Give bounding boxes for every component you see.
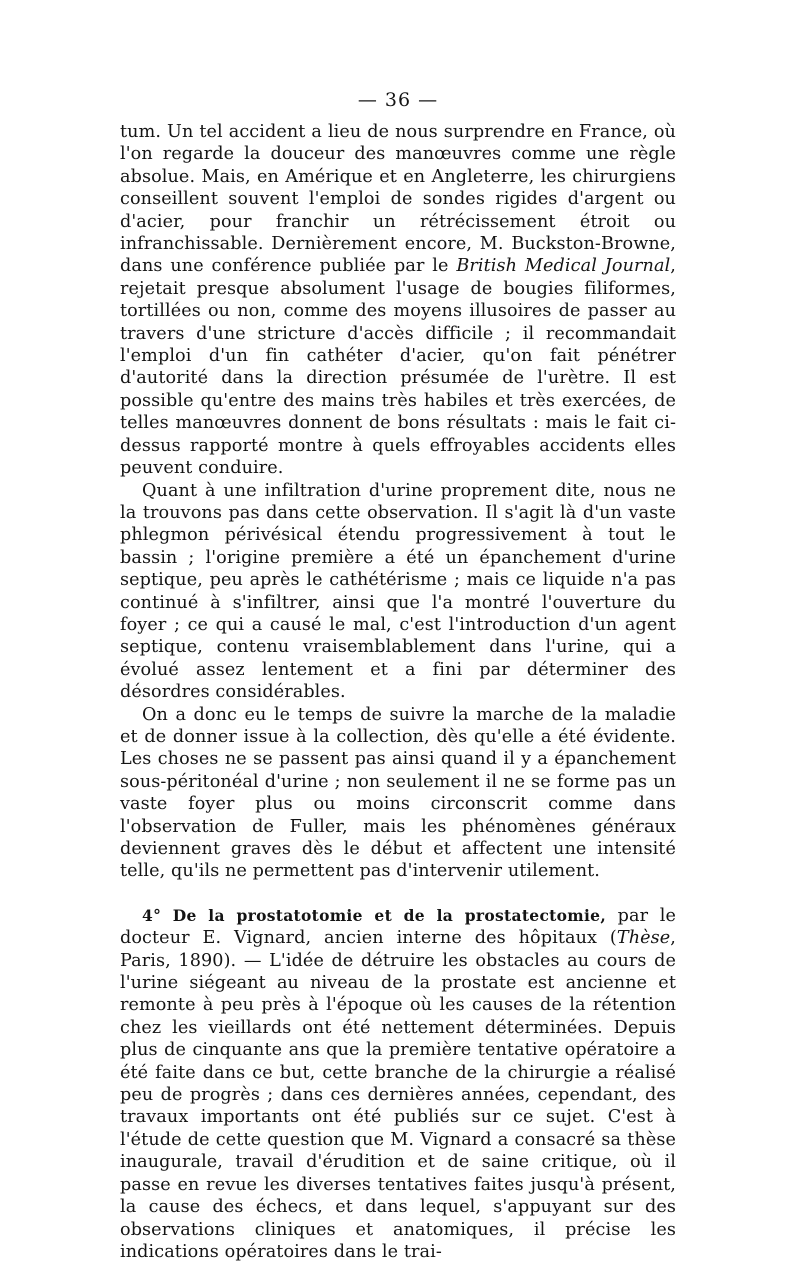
these-label: Thèse xyxy=(616,928,671,949)
paragraph-continuation xyxy=(120,121,676,480)
section-heading: 4° De la prostatotomie et de la prostatectomie, xyxy=(142,905,607,925)
section-body: , Paris, 1890). — L'idée de détruire les obstacles au cours de l'urine siégeant au niveau de la prostate est ancienne et remonte à peu près à l'époque où les causes de la rétention chez les vieillards ont été nettement déterminées. Depuis plus de cinquante ans que la première tentative opératoire a été faite dans ce but, cette branche de la chirurgie a réalisé peu de progrès ; dans ces dernières années, cependant, des travaux importants ont été publiés sur ce sujet. C'est à l'étude de cette question que M. Vignard a consacré sa thèse inaugurale, travail d'érudition et de saine critique, où il passe en revue les diverses tentatives faites jusqu'à présent, la cause des échecs, et dans lequel, s'appuyant sur des observations cliniques et anatomiques, il précise les indications opératoires dans le trai- xyxy=(120,928,676,1262)
section-intro: par le docteur E. Vignard, ancien interne des hôpitaux ( xyxy=(120,905,676,949)
paragraph-text: , rejetait presque absolument l'usage de bougies filiformes, tortillées ou non, comme des moyens illusoires de passer au travers d'une stricture d'accès difficile ; il recommandait l'emploi d'un fin cathéter d'acier, qu'on fait pénétrer d'autorité dans la direction présumée de l'urètre. Il est possible qu'entre des mains très habiles et très exercées, de telles manœuvres donnent de bons résultats : mais le fait ci-dessus rapporté montre à quels effroyables accidents elles peuvent conduire. xyxy=(120,256,676,479)
paragraph-marche: On a donc eu le temps de suivre la marche de la maladie et de donner issue à la collection, dès qu'elle a été évidente. Les choses ne se passent pas ainsi quand il y a épanchement sous-péritonéal d'urine ; non seulement il ne se forme pas un vaste foyer plus ou moins circonscrit comme dans l'observation de Fuller, mais les phénomènes généraux deviennent graves dès le début et affectent une intensité telle, qu'ils ne permettent pas d'intervenir utilement. xyxy=(120,704,676,882)
paragraph-infiltration: Quant à une infiltration d'urine proprement dite, nous ne la trouvons pas dans cette observation. Il s'agit là d'un vaste phlegmon périvésical étendu progressivement à tout le bassin ; l'origine première a été un épanchement d'urine septique, peu après le cathétérisme ; mais ce liquide n'a pas continué à s'infiltrer, ainsi que l'a montré l'ouverture du foyer ; ce qui a causé le mal, c'est l'introduction d'un agent septique, contenu vraisemblablement dans l'urine, qui a évolué assez lentement et a fini par déterminer des désordres considérables. xyxy=(120,480,676,703)
paragraph-text: tum. Un tel accident a lieu de nous surprendre en France, où l'on regarde la douceur des manœuvres comme une règle absolue. Mais, en Amérique et en Angleterre, les chirurgiens conseillent souvent l'emploi de sondes rigides d'argent ou d'acier, pour franchir un rétrécissement étroit ou infranchissable. Dernièrement encore, M. Buckston-Browne, dans une conférence publiée par le xyxy=(120,122,676,277)
book-page xyxy=(120,88,676,1263)
section-spacer xyxy=(120,883,676,905)
section-prostatotomie xyxy=(120,905,676,1263)
journal-title: British Medical Journal xyxy=(456,256,671,277)
page-number: — 36 — xyxy=(357,89,439,111)
